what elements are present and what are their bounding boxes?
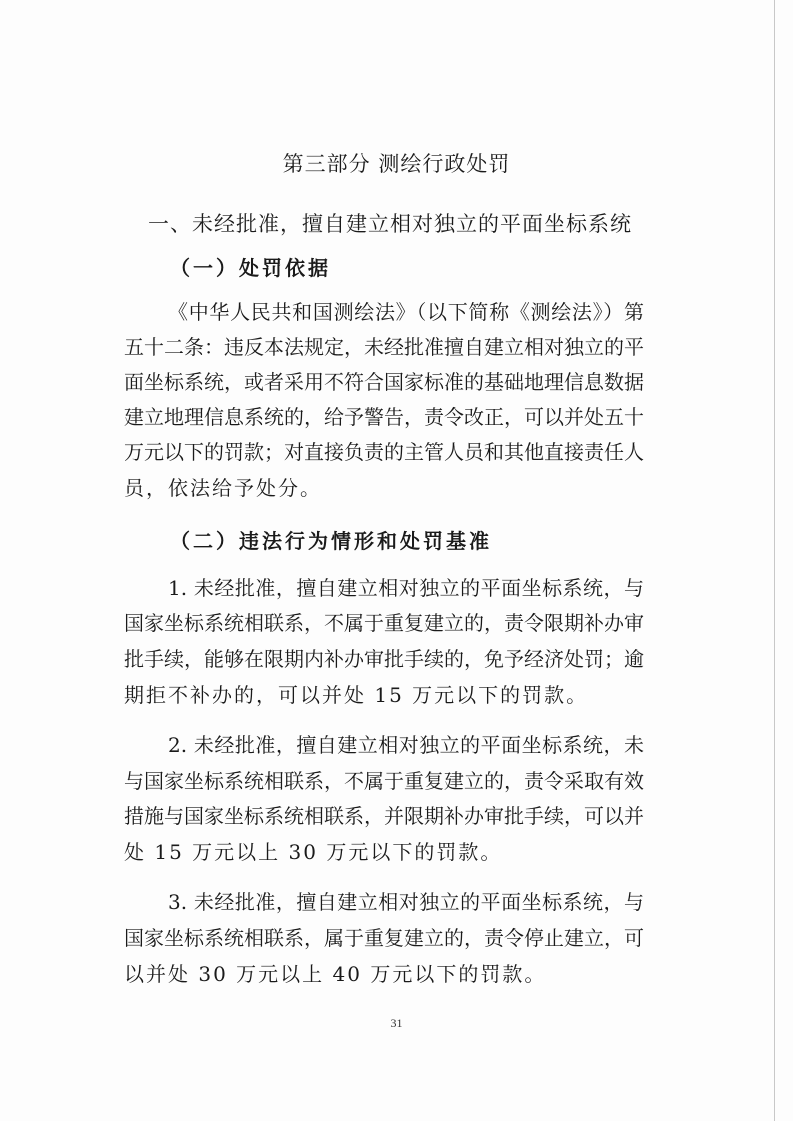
- item-3-line: 3. 未经批准，擅自建立相对独立的平面坐标系统，与: [168, 890, 644, 914]
- item-1-line: 期拒不补办的，可以并处 15 万元以下的罚款。: [124, 683, 589, 707]
- item-1-line: 批手续，能够在限期内补办审批手续的，免予经济处罚；逾: [124, 647, 644, 671]
- basis-line: 《中华人民共和国测绘法》（以下简称《测绘法》）第: [168, 300, 644, 324]
- basis-line: 面坐标系统，或者采用不符合国家标准的基础地理信息数据: [124, 370, 644, 394]
- item-1-line: 国家坐标系统相联系，不属于重复建立的，责令限期补办审: [124, 611, 644, 635]
- basis-line: 万元以下的罚款；对直接负责的主管人员和其他直接责任人: [124, 440, 644, 464]
- basis-line: 员，依法给予处分。: [124, 476, 322, 500]
- page-number: 31: [390, 1016, 403, 1030]
- item-2-line: 2. 未经批准，擅自建立相对独立的平面坐标系统，未: [168, 733, 644, 757]
- item-3-line: 以并处 30 万元以上 40 万元以下的罚款。: [124, 962, 547, 986]
- item-3-line: 国家坐标系统相联系，属于重复建立的，责令停止建立，可: [124, 926, 644, 950]
- subsection-title-basis: （一）处罚依据: [170, 256, 331, 280]
- item-2-line: 处 15 万元以上 30 万元以下的罚款。: [124, 840, 503, 864]
- basis-line: 建立地理信息系统的，给予警告，责令改正，可以并处五十: [124, 405, 644, 429]
- item-2-line: 措施与国家坐标系统相联系，并限期补办审批手续，可以并: [124, 804, 644, 828]
- basis-line: 五十二条：违反本法规定，未经批准擅自建立相对独立的平: [124, 335, 644, 359]
- part-title: 第三部分 测绘行政处罚: [282, 152, 511, 176]
- item-1-line: 1. 未经批准，擅自建立相对独立的平面坐标系统，与: [168, 576, 644, 600]
- item-2-line: 与国家坐标系统相联系，不属于重复建立的，责令采取有效: [124, 769, 644, 793]
- section-title: 一、未经批准，擅自建立相对独立的平面坐标系统: [148, 212, 632, 236]
- subsection-title-standards: （二）违法行为情形和处罚基准: [170, 529, 492, 553]
